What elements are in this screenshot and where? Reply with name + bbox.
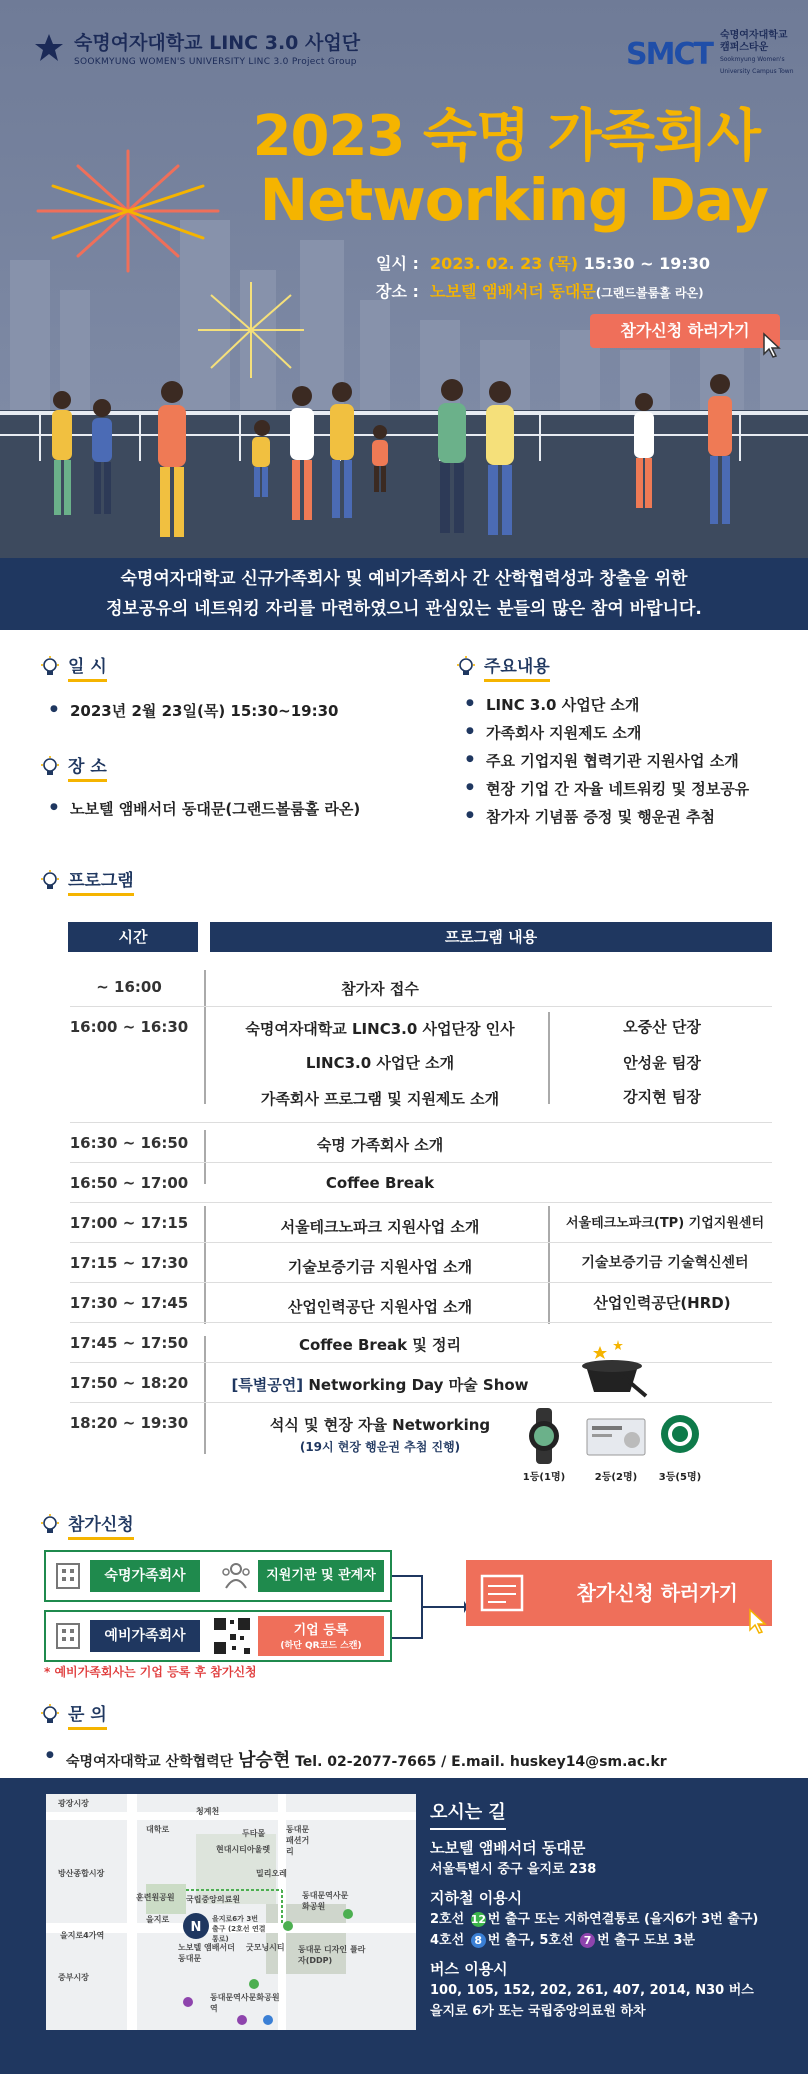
cursor-click-icon <box>742 1604 776 1638</box>
contents-item: ● 주요 기업지원 협력기관 지원사업 소개 <box>486 750 739 771</box>
firework-small-icon <box>196 280 306 380</box>
magic-hat-icon <box>580 1338 650 1398</box>
row-separator <box>70 1362 772 1363</box>
map-label: 동대문역사문화공원 <box>302 1891 349 1911</box>
inquiry-heading-text: 문 의 <box>68 1700 107 1730</box>
table-divider <box>204 1130 206 1184</box>
row-separator <box>70 1282 772 1283</box>
logo-left-subtitle: SOOKMYUNG WOMEN'S UNIVERSITY LINC 3.0 Project Group <box>74 57 357 67</box>
map-label: 광장시장 <box>58 1799 89 1808</box>
support-tag: 지원기관 및 관계자 <box>258 1560 384 1592</box>
subway-line2-c: 번 출구 도보 3분 <box>597 1933 696 1948</box>
time-value: 15:30 ~ 19:30 <box>583 254 711 273</box>
row-speaker: 안성윤 팀장 <box>623 1054 701 1072</box>
map-label: 현대시티아울렛 <box>216 1845 271 1854</box>
logo-right-title: 숙명여자대학교 캠퍼스타운 <box>719 30 788 53</box>
building-icon <box>54 1560 82 1590</box>
lightbulb-icon <box>40 1514 60 1536</box>
map-label: 방산종합시장 <box>58 1869 105 1878</box>
family-tag: 숙명가족회사 <box>90 1560 200 1592</box>
column-header-content: 프로그램 내용 <box>210 922 772 952</box>
inquiry-org: 숙명여자대학교 산학협력단 <box>66 1754 234 1770</box>
venue-heading-text: 장 소 <box>68 752 107 782</box>
directions-text <box>430 1798 758 2022</box>
university-emblem-icon <box>34 33 64 63</box>
row-time: 16:50 ~ 17:00 <box>69 1174 189 1192</box>
lightbulb-icon <box>40 870 60 892</box>
venue-heading <box>40 752 107 782</box>
directions-venue: 노보텔 앰배서더 동대문 <box>430 1839 586 1857</box>
smartwatch-icon <box>524 1408 564 1464</box>
banner-line1: 숙명여자대학교 신규가족회사 및 예비가족회사 간 산학협력성과 창출을 위한 <box>120 569 688 589</box>
row-content: 석식 및 현장 자율 Networking <box>269 1416 491 1434</box>
qr-code-icon[interactable] <box>212 1616 252 1656</box>
contents-item: ● 가족회사 지원제도 소개 <box>486 722 641 743</box>
prefamily-tag: 예비가족회사 <box>90 1620 200 1652</box>
magic-show: Networking Day 마술 Show <box>308 1376 529 1394</box>
special-tag: [특별공연] <box>231 1376 304 1394</box>
hero <box>0 0 808 630</box>
row-speaker: 기술보증기금 기술혁신센터 <box>581 1255 749 1271</box>
row-time: 18:20 ~ 19:30 <box>69 1414 189 1432</box>
place-label: 장소 : <box>376 282 419 301</box>
map-label: 동대문 패션거리 <box>286 1825 310 1856</box>
apply-note: * 예비가족회사는 기업 등록 후 참가신청 <box>44 1665 257 1679</box>
place-detail: (그랜드볼룸홀 라온) <box>595 286 704 300</box>
cursor-click-icon <box>758 330 788 360</box>
row-content: 기술보증기금 지원사업 소개 <box>287 1258 473 1276</box>
prize-label: 3등(5명) <box>658 1472 702 1483</box>
lightbulb-icon <box>456 656 476 678</box>
exit-badge: 7 <box>580 1933 595 1948</box>
map-label: 대학로 <box>146 1825 170 1834</box>
row-separator <box>70 1402 772 1403</box>
map-label: 청계천 <box>196 1807 220 1816</box>
schedule-item: ● 2023년 2월 23일(목) 15:30~19:30 <box>70 700 338 721</box>
map-label: 동대문 디자인 플라자(DDP) <box>298 1945 366 1965</box>
row-time: 17:45 ~ 17:50 <box>69 1334 189 1352</box>
schedule-heading <box>40 652 107 682</box>
row-content: 서울테크노파크 지원사업 소개 <box>280 1218 480 1236</box>
register-button[interactable] <box>258 1616 384 1656</box>
hero-apply-button[interactable]: 참가신청 하러가기 <box>590 314 780 348</box>
subway-line2-a: 4호선 <box>430 1933 465 1948</box>
map-label: 노보텔 앰배서더 동대문 <box>178 1943 235 1963</box>
contents-item: ● LINC 3.0 사업단 소개 <box>486 694 639 715</box>
contents-item: ● 참가자 기념품 증정 및 행운권 추첨 <box>486 806 715 827</box>
register-sub: (하단 QR코드 스캔) <box>280 1641 362 1651</box>
subway-line1-b: 번 출구 또는 지하연결통로 (을지6가 3번 출구) <box>487 1912 759 1927</box>
apply-button[interactable]: 참가신청 하러가기 <box>466 1560 772 1626</box>
people-group-icon <box>220 1560 252 1590</box>
row-separator <box>70 1122 772 1123</box>
row-time: 17:00 ~ 17:15 <box>69 1214 189 1232</box>
row-time: 16:00 ~ 16:30 <box>69 1018 189 1036</box>
exit-badge: 12 <box>470 1913 487 1926</box>
subway-line1 <box>430 1909 758 1930</box>
coffee-logo-icon <box>660 1414 700 1454</box>
subway-line2 <box>430 1930 758 1951</box>
register-label: 기업 등록 <box>293 1623 349 1638</box>
date-value: 2023. 02. 23 (목) <box>430 254 579 273</box>
row-separator <box>70 1162 772 1163</box>
subway-title: 지하철 이용시 <box>430 1889 523 1907</box>
row-content: 참가자 접수 <box>341 980 419 998</box>
inquiry-contact: Tel. 02-2077-7665 / E.mail. huskey14@sm.ac.kr <box>295 1754 667 1770</box>
map-label: 을지로 <box>146 1915 170 1924</box>
banner-line2: 정보공유의 네트워킹 자리를 마련하였으니 관심있는 분들의 많은 참여 바랍니다. <box>106 599 702 619</box>
building-icon <box>54 1620 82 1650</box>
row-separator <box>70 1202 772 1203</box>
row-separator <box>70 1006 772 1007</box>
program-heading <box>40 866 134 896</box>
directions-title: 오시는 길 <box>430 1798 506 1830</box>
lottery-note: (19시 현장 행운권 추첨 진행) <box>299 1440 461 1454</box>
intro-banner <box>0 558 808 630</box>
row-content: 가족회사 프로그램 및 지원제도 소개 <box>260 1090 500 1108</box>
bus-routes: 100, 105, 152, 202, 261, 407, 2014, N30 버스 <box>430 1983 754 1998</box>
row-content: 숙명 가족회사 소개 <box>316 1136 444 1154</box>
row-time: ~ 16:00 <box>96 978 162 996</box>
inquiry-name: 남승현 <box>238 1750 291 1771</box>
row-speaker: 오중산 단장 <box>623 1018 701 1036</box>
map-label: 을지로6가 3번 출구 (2호선 연결통로) <box>212 1915 266 1943</box>
row-content: 산업인력공단 지원사업 소개 <box>287 1298 473 1316</box>
row-speaker: 서울테크노파크(TP) 기업지원센터 <box>565 1216 765 1231</box>
lightbulb-icon <box>40 756 60 778</box>
row-time: 16:30 ~ 16:50 <box>69 1134 189 1152</box>
row-time: 17:15 ~ 17:30 <box>69 1254 189 1272</box>
linc-logo[interactable] <box>34 28 360 67</box>
svg-text:N: N <box>190 1920 202 1935</box>
prize-label: 1등(1명) <box>522 1472 566 1483</box>
map-label: 밀리오레 <box>256 1869 287 1878</box>
table-divider <box>204 1336 206 1454</box>
contents-heading <box>456 652 550 682</box>
subway-line2-b: 번 출구, 5호선 <box>487 1933 574 1948</box>
program-heading-text: 프로그램 <box>68 866 134 896</box>
logo-left-title: 숙명여자대학교 LINC 3.0 사업단 <box>74 32 361 54</box>
row-content: Coffee Break 및 정리 <box>298 1336 462 1354</box>
event-info <box>376 250 710 307</box>
place-value: 노보텔 앰배서더 동대문 <box>430 282 596 301</box>
lightbulb-icon <box>40 656 60 678</box>
row-time: 17:50 ~ 18:20 <box>69 1374 189 1392</box>
venue-item: ● 노보텔 앰배서더 동대문(그랜드볼룸홀 라온) <box>70 798 360 819</box>
directions-address: 서울특별시 중구 을지로 238 <box>430 1862 597 1877</box>
contents-item: ● 현장 기업 간 자율 네트워킹 및 정보공유 <box>486 778 749 799</box>
logo-right-mark: SMCT <box>626 36 712 72</box>
logo-right-subtitle: Sookmyung Women's University Campus Town <box>719 56 794 75</box>
date-label: 일시 : <box>376 254 419 273</box>
row-content: Coffee Break <box>325 1174 435 1192</box>
map-label: 두타몰 <box>242 1829 266 1838</box>
apply-heading-text: 참가신청 <box>68 1510 134 1540</box>
row-time: 17:30 ~ 17:45 <box>69 1294 189 1312</box>
table-divider <box>204 1206 206 1324</box>
column-header-time: 시간 <box>68 922 198 952</box>
map-label: 을지로4가역 <box>60 1931 105 1940</box>
schedule-heading-text: 일 시 <box>68 652 107 682</box>
map-label: 중부시장 <box>58 1973 89 1982</box>
flow-arrow-icon <box>392 1574 468 1640</box>
location-map[interactable] <box>46 1794 416 2030</box>
row-content <box>210 1374 550 1395</box>
row-separator <box>70 1242 772 1243</box>
map-label: 동대문역사문화공원역 <box>210 1993 280 2013</box>
gift-card-icon <box>586 1418 646 1456</box>
lightbulb-icon <box>40 1704 60 1726</box>
people-illustration <box>40 370 780 550</box>
map-label: 굿모닝시티 <box>246 1943 285 1952</box>
row-content: LINC3.0 사업단 소개 <box>305 1054 455 1072</box>
row-separator <box>70 1322 772 1323</box>
table-divider <box>204 970 206 1104</box>
row-speaker: 산업인력공단(HRD) <box>593 1294 731 1312</box>
smct-logo[interactable] <box>626 30 800 78</box>
map-label: 훈련원공원 <box>136 1893 175 1902</box>
bus-stop: 을지로 6가 또는 국립중앙의료원 하차 <box>430 2004 646 2019</box>
prize-label: 2등(2명) <box>594 1472 638 1483</box>
row-speaker: 강지현 팀장 <box>623 1088 701 1106</box>
bus-title: 버스 이용시 <box>430 1960 508 1978</box>
map-label: 국립중앙의료원 <box>186 1895 241 1904</box>
subway-line1-a: 2호선 <box>430 1912 465 1927</box>
contents-heading-text: 주요내용 <box>484 652 550 682</box>
hero-title-line2: Networking Day <box>259 166 768 234</box>
exit-badge: 8 <box>471 1933 486 1948</box>
inquiry-item <box>66 1746 667 1772</box>
apply-heading <box>40 1510 134 1540</box>
row-content: 숙명여자대학교 LINC3.0 사업단장 인사 <box>245 1020 515 1038</box>
form-icon <box>478 1572 530 1616</box>
hero-title-line1: 2023 숙명 가족회사 <box>252 104 760 169</box>
inquiry-heading <box>40 1700 107 1730</box>
